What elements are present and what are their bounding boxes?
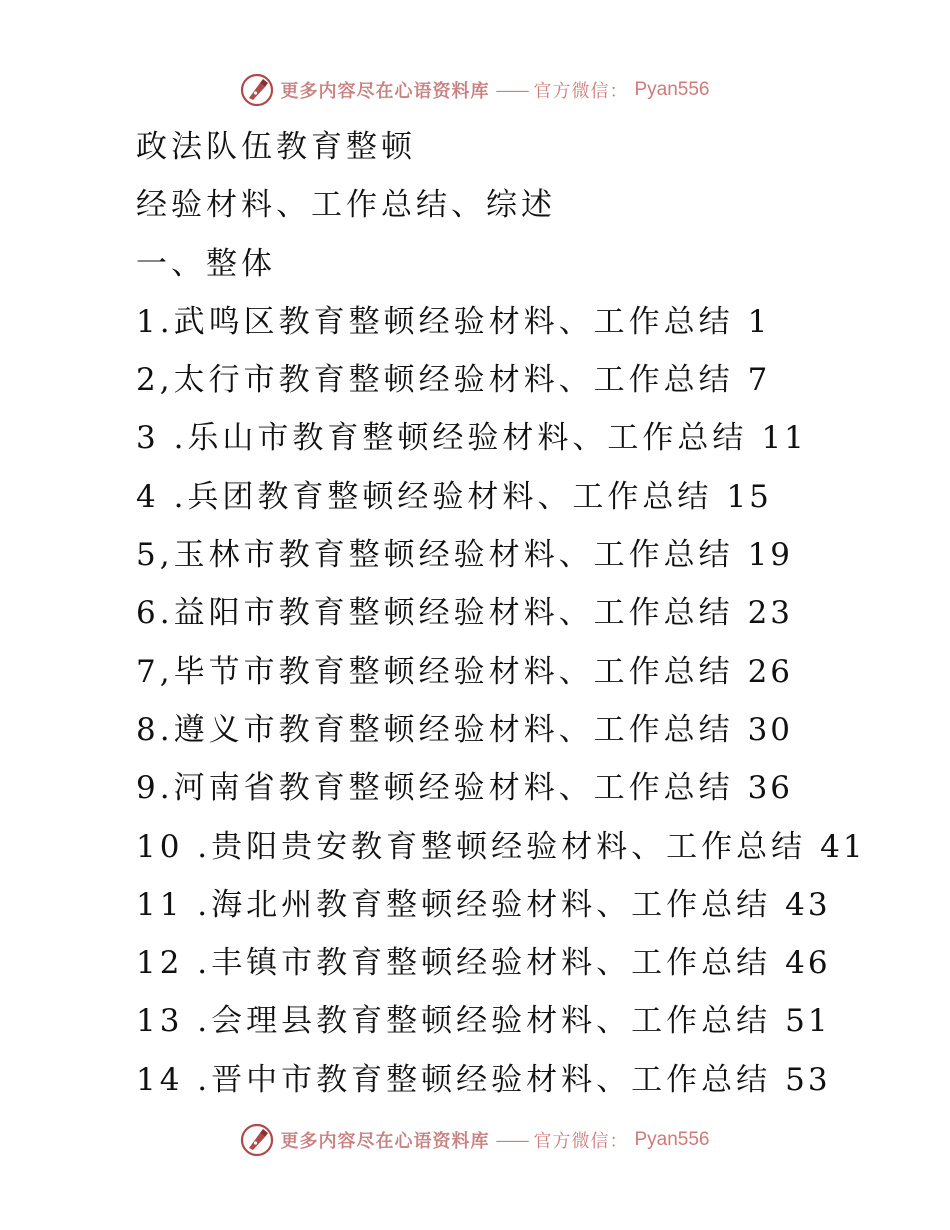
toc-entry-page-number: 43	[785, 886, 831, 923]
toc-entry	[136, 643, 926, 701]
toc-entry-title: 毕节市教育整顿经验材料、工作总结	[173, 653, 734, 690]
toc-entry	[136, 468, 926, 526]
toc-entry-title: 遵义市教育整顿经验材料、工作总结	[173, 711, 734, 748]
toc-entry-number: 11 .	[136, 886, 212, 923]
toc-entry-number: 13 .	[136, 1003, 212, 1040]
toc-entry-number: 5,	[136, 537, 174, 574]
toc-entry	[136, 992, 926, 1050]
toc-entry-page-number: 26	[747, 653, 794, 690]
toc-entry	[136, 934, 926, 992]
footer-banner	[0, 1120, 950, 1160]
toc-entry-page-number: 19	[747, 537, 794, 574]
toc-entry-number: 1.	[136, 303, 174, 340]
toc-entry	[136, 351, 926, 409]
section-heading: 一、整体	[136, 245, 276, 282]
toc-entry	[136, 584, 926, 642]
toc-entry-number: 10 .	[136, 828, 212, 865]
banner-wechat-label: 官方微信：	[533, 81, 629, 102]
toc-entry-number: 2,	[136, 362, 174, 399]
document-body	[136, 118, 926, 1109]
toc-entry-number: 7,	[136, 653, 174, 690]
toc-entry	[136, 759, 926, 817]
toc-entry-title: 玉林市教育整顿经验材料、工作总结	[173, 537, 734, 574]
toc-entry-page-number: 36	[747, 770, 794, 807]
toc-entry-page-number: 53	[785, 1061, 831, 1098]
toc-entry-page-number: 11	[761, 420, 807, 457]
toc-entry-number: 4 .	[136, 478, 188, 515]
document-subtitle: 经验材料、工作总结、综述	[136, 187, 556, 224]
toc-entry-title: 乐山市教育整顿经验材料、工作总结	[187, 420, 748, 457]
toc-entry-number: 12 .	[136, 945, 212, 982]
banner-wechat-id: Pyan556	[634, 1129, 710, 1150]
banner-slogan: 更多内容尽在心语资料库	[280, 1131, 490, 1152]
toc-entry	[136, 1051, 926, 1109]
banner-separator: ——	[495, 79, 528, 101]
toc-entry-number: 3 .	[136, 420, 188, 457]
toc-entry	[136, 701, 926, 759]
toc-entry-number: 6.	[136, 595, 174, 632]
banner-wechat-label: 官方微信：	[533, 1131, 629, 1152]
toc-entry-page-number: 1	[747, 303, 771, 340]
toc-entry-title: 丰镇市教育整顿经验材料、工作总结	[211, 945, 772, 982]
banner-slogan: 更多内容尽在心语资料库	[280, 81, 490, 102]
toc-entry-page-number: 23	[747, 595, 794, 632]
toc-entry-page-number: 46	[785, 945, 831, 982]
banner-separator: ——	[495, 1129, 528, 1151]
toc-entry	[136, 293, 926, 351]
toc-entry-title: 武鸣区教育整顿经验材料、工作总结	[173, 303, 734, 340]
table-of-contents	[136, 293, 926, 1109]
banner-wechat-id: Pyan556	[634, 79, 710, 100]
pen-nib-logo-icon	[240, 73, 274, 107]
toc-entry	[136, 526, 926, 584]
toc-entry-title: 贵阳贵安教育整顿经验材料、工作总结	[211, 828, 807, 865]
toc-entry-title: 会理县教育整顿经验材料、工作总结	[211, 1003, 772, 1040]
toc-entry-page-number: 41	[820, 828, 866, 865]
toc-entry-number: 9.	[136, 770, 174, 807]
toc-entry-number: 8.	[136, 711, 174, 748]
header-banner	[0, 70, 950, 110]
toc-entry-page-number: 51	[785, 1003, 831, 1040]
pen-nib-logo-icon	[240, 1123, 274, 1157]
document-title: 政法队伍教育整顿	[136, 129, 416, 165]
toc-entry-title: 海北州教育整顿经验材料、工作总结	[211, 886, 772, 923]
toc-entry	[136, 818, 926, 876]
toc-entry-page-number: 7	[747, 362, 771, 399]
toc-entry-title: 兵团教育整顿经验材料、工作总结	[187, 478, 713, 515]
toc-entry	[136, 876, 926, 934]
toc-entry-title: 河南省教育整顿经验材料、工作总结	[173, 770, 734, 807]
toc-entry-title: 太行市教育整顿经验材料、工作总结	[173, 362, 734, 399]
toc-entry-number: 14 .	[136, 1061, 212, 1098]
toc-entry-title: 晋中市教育整顿经验材料、工作总结	[211, 1061, 772, 1098]
toc-entry-title: 益阳市教育整顿经验材料、工作总结	[173, 595, 734, 632]
toc-entry-page-number: 15	[726, 478, 772, 515]
toc-entry-page-number: 30	[747, 711, 794, 748]
toc-entry	[136, 409, 926, 467]
